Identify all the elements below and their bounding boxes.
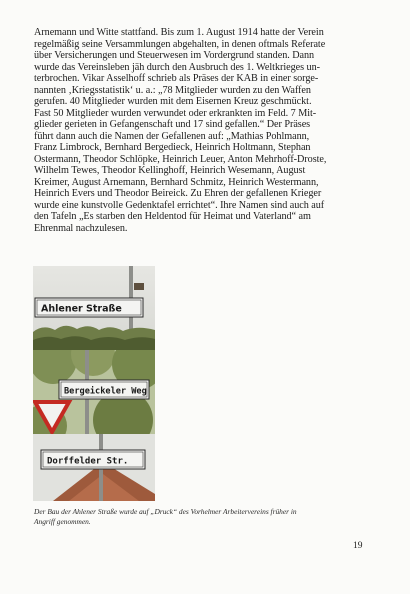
body-line: den Tafeln „Es starben den Heldentod für Heimat und Vaterland“ am: [34, 211, 311, 222]
sign-dorffelder-text: Dorffelder Str.: [47, 456, 129, 467]
body-line: Ostermann, Theodor Schlöpke, Heinrich Leuer, Anton Mehrhoff-Droste,: [34, 153, 327, 165]
body-line: Heinrich Evers und Theodor Beireick. Zu Ehren der gefallenen Krieger: [34, 188, 322, 199]
body-line: glieder gerieten in Gefangenschaft und 17 sind gefallen.“ Der Präses: [34, 119, 311, 130]
body-line: Franz Limbrock, Bernhard Bergedieck, Heinrich Holtmann, Stephan: [34, 142, 311, 153]
body-line: gerufen. 40 Mitglieder wurden mit dem Eisernen Kreuz geschmückt.: [34, 96, 312, 107]
body-line: wurde das Vereinsleben jäh durch den Ausbruch des 1. Weltkrieges un-: [34, 61, 320, 73]
body-text: [34, 27, 382, 234]
caption-line: Angriff genommen.: [34, 516, 91, 526]
body-line: Wilhelm Tewes, Theodor Kellinghoff, Heinrich Wesemann, August: [34, 165, 306, 176]
body-line: Kreimer, August Arnemann, Bernhard Schmitz, Heinrich Westermann,: [34, 176, 319, 188]
sign-ahlener-text: Ahlener Straße: [41, 303, 122, 315]
body-line: Fast 50 Mitglieder wurden verwundet oder erkrankten im Feld. 7 Mit-: [34, 107, 317, 119]
body-line: terbrochen. Vikar Asselhoff schrieb als Präses der KAB in einer sorge-: [34, 73, 319, 84]
photo-ahlener-image: [33, 266, 155, 350]
body-line: über Versicherungen und Steuerwesen im Vordergrund standen. Dann: [34, 50, 315, 61]
body-line: führt dann auch die Namen der Gefallenen auf: „Mathias Pohlmann,: [34, 130, 310, 142]
page-number: 19: [353, 541, 363, 551]
street-sign-photo-ahlener: [33, 266, 155, 350]
photo-caption: [34, 507, 380, 526]
street-sign-photo-bergeickeler: [33, 350, 155, 434]
body-line: regelmäßig seine Versammlungen abgehalten, in denen oftmals Referate: [34, 38, 326, 50]
photo-dorffelder-image: [33, 434, 155, 501]
caption-line: Der Bau der Ahlener Straße wurde auf „Druck“ des Vorhelmer Arbeitervereins früher in: [34, 507, 297, 516]
sign-bergeickeler-text: Bergeickeler Weg: [64, 386, 147, 397]
street-sign-photo-dorffelder: [33, 434, 155, 501]
body-line: Arnemann und Witte stattfand. Bis zum 1. August 1914 hatte der Verein: [34, 27, 324, 38]
body-line: nannten ‚Kriegsstatistik‘ u. a.: „78 Mitglieder wurden zu den Waffen: [34, 84, 311, 96]
body-line: wurde eine kunstvolle Gedenktafel errichtet“. Ihre Namen sind auch auf: [34, 199, 325, 211]
body-line: Ehrenmal nachzulesen.: [34, 222, 128, 234]
photo-bergeickeler-image: [33, 350, 155, 434]
